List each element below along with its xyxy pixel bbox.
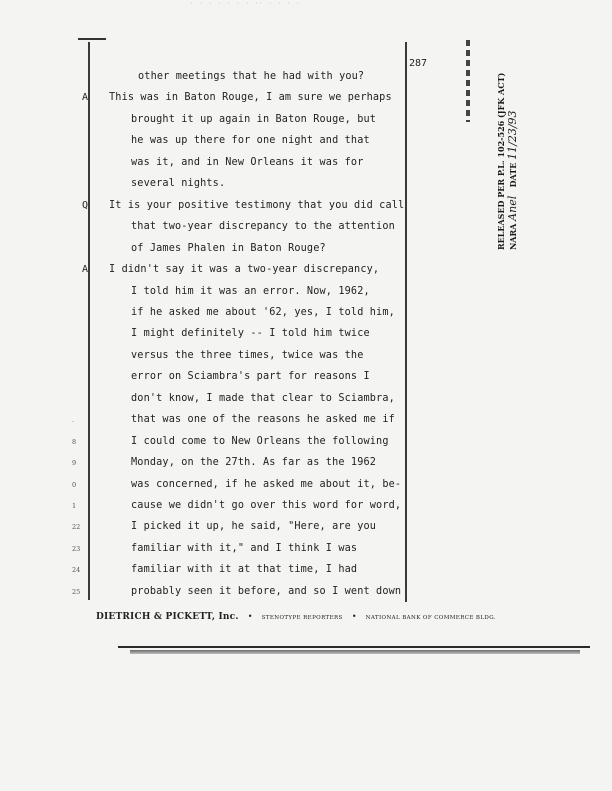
transcript-line: other meetings that he had with you? [138, 71, 365, 82]
footer [96, 604, 496, 623]
edge-mark [466, 40, 470, 122]
line-number: 1 [72, 502, 77, 510]
speaker-label: A [82, 92, 89, 104]
transcript-line: versus the three times, twice was the [131, 349, 364, 361]
transcript-line: This was in Baton Rouge, I am sure we perhaps [109, 92, 392, 104]
transcript-line: cause we didn't go over this word for word, [131, 500, 402, 511]
faint-header-text: · · · · · · · ·· · · · · [190, 0, 301, 7]
page-number: 287 [409, 58, 428, 69]
line-number: 22 [72, 523, 81, 532]
line-number: 23 [72, 544, 81, 553]
stamp-released-text: RELEASED PER P.L. 102-526 (JFK ACT) [496, 72, 506, 250]
line-number: 25 [72, 587, 81, 596]
transcript-line: of James Phalen in Baton Rouge? [131, 242, 326, 254]
footer-service: STENOTYPE REPORTERS [261, 615, 343, 621]
transcript-line: error on Sciambra's part for reasons I [131, 371, 370, 383]
transcript-line: several nights. [131, 178, 226, 190]
bottom-rule [118, 646, 590, 648]
stamp-nara-label: NARA [508, 223, 518, 250]
transcript-line: It is your positive testimony that you did call [109, 199, 405, 211]
transcript-line: that was one of the reasons he asked me if [131, 414, 395, 426]
line-number: 9 [72, 459, 77, 468]
right-margin-rule [405, 42, 407, 602]
footer-separator-icon: • [351, 612, 357, 621]
transcript-line: probably seen it before, and so I went down [131, 585, 402, 597]
transcript-line: brought it up again in Baton Rouge, but [131, 113, 377, 125]
transcript-line: I might definitely -- I told him twice [131, 328, 370, 340]
bottom-shadow-bar [130, 650, 580, 654]
transcript-line: Monday, on the 27th. As far as the 1962 [131, 457, 377, 469]
footer-address: NATIONAL BANK OF COMMERCE BLDG. [365, 615, 496, 621]
line-number: . [72, 416, 75, 425]
transcript-line: if he asked me about '62, yes, I told him, [131, 306, 395, 318]
footer-separator-icon: • [247, 612, 253, 621]
transcript-line: I didn't say it was a two-year discrepancy, [109, 264, 380, 276]
transcript-line: familiar with it," and I think I was [131, 542, 358, 554]
transcript-line: was it, and in New Orleans it was for [131, 156, 364, 168]
left-margin-rule [88, 42, 90, 600]
speaker-label: A [82, 264, 89, 276]
line-number: 0 [72, 480, 77, 489]
transcript-line: don't know, I made that clear to Sciambra, [131, 392, 395, 404]
stamp-nara-initials: Anel [506, 195, 519, 221]
transcript-line: familiar with it at that time, I had [131, 564, 358, 576]
transcript-line: he was up there for one night and that [131, 135, 370, 147]
stamp-date-value: 11/23/93 [506, 110, 519, 160]
transcript-line: that two-year discrepancy to the attention [131, 221, 395, 233]
transcript-line: was concerned, if he asked me about it, be- [131, 478, 402, 490]
line-number: 8 [72, 437, 77, 446]
stamp-date-label: DATE [508, 162, 518, 188]
transcript-line: I told him it was an error. Now, 1962, [131, 285, 370, 297]
footer-firm: DIETRICH & PICKETT, Inc. [96, 612, 239, 622]
transcript-line: I picked it up, he said, "Here, are you [131, 521, 377, 533]
transcript-line: I could come to New Orleans the following [131, 435, 389, 447]
speaker-label: Q [82, 199, 89, 211]
line-number: 24 [72, 566, 81, 575]
top-rule [78, 38, 106, 40]
